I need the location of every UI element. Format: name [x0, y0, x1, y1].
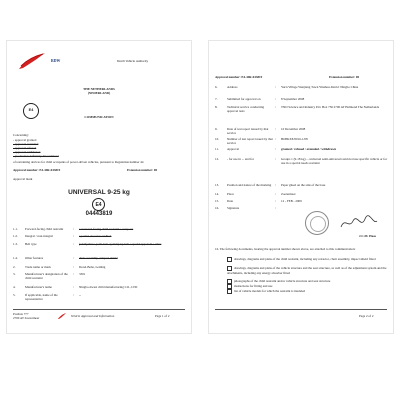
footer-department: Vehicle Approval and Information [71, 314, 115, 318]
page-number: Page 1 of 2 [155, 314, 170, 318]
annex-item: photographs of the child restraint and/or vehicle structure and seat structure [227, 279, 387, 284]
approval-number-label: Approval number: E4-44R-043819 [215, 75, 263, 79]
communication-heading: COMMUNICATION [84, 115, 114, 119]
country-line-2: (NEDERLAND) [87, 91, 111, 95]
footer-divider [215, 309, 387, 310]
concerning-footer: of restraining devices for child occupants of power-driven vehicles, pursuant to Regulation number 44 [13, 160, 144, 164]
checkbox-icon [227, 289, 232, 294]
annex-item: instructions for fitting and use [227, 284, 387, 289]
approval-number-label: Approval number: E4-44R-043819 [13, 168, 61, 172]
extension-number-label: Extension number: 00 [127, 168, 158, 172]
official-stamp [305, 211, 329, 235]
footer-address: Postbus 777 2700 AT Zoetermeer [13, 312, 40, 320]
concerning-item: - approval refused [13, 146, 37, 150]
approval-mark-label: Approval mark [13, 177, 33, 181]
document-page-2: Approval number: E4-44R-043819 Extension number: 00 6. Address : Yucn Village Wenjiang Town Yinzhou district Ningbo China 7. Submitted for approval on : 8 September 2008 8. Technical service conducting approval tests : TNO Science and Industry P.O. Box 756 2700 AT Helmond The Netherlands 9. Date of test report issued by that service : 10 December 2008 10. Number of test report issued by that service : BO8KXE/0016-1/08 11. Approval : granted / refused / extended / withdrawn 12. - for use in ... and for : Groups 1 (9-18 kg) ... universal semi-universal restricted use specific vehicle or for use in a special needs restraint 13. Position and nature of the marking : Paper glued on the side of the base 14. Place : Zoetermeer 15. Date : 12 - FEB - 2009 16. Signature : J.C.M. Haas 16. The following documents, bearing the approval number shown above, are attached to this communication: drawings, diagrams and plans of the child restraint, including any retractor, chair assembly, impact shield fitted drawings, diagrams and plans of the vehicle structure and the seat structure, as well as of the adjustment system and the attachments, including any energy absorber fitted photographs of the child restraint and/or vehicle structure and seat structure instructions for fitting and use list of vehicle models for which the restraint is intended Page 2 of 2 [208, 40, 394, 334]
approval-mark-class: UNIVERSAL 9-25 kg [68, 189, 130, 196]
header-authority: Dutch Vehicle Authority [117, 59, 149, 63]
signatory-name: J.C.M. Haas [359, 234, 376, 238]
annex-item: drawings, diagrams and plans of the child restraint, including any retractor, chair assembly, impact shield fitted [227, 257, 387, 262]
country-line-1: THE NETHERLANDS [83, 87, 115, 91]
concerning-item: - approval withdrawn [13, 150, 41, 154]
handwritten-signature [339, 215, 379, 231]
page-number: Page 2 of 2 [359, 314, 374, 318]
approval-mark-number: 04443819 [85, 211, 113, 217]
extension-number-label: Extension number: 00 [329, 75, 360, 79]
annex-item: drawings, diagrams and plans of the vehicle structure and the seat structure, as well as of the adjustment system and the attachments, including any energy absorber fitted [227, 266, 387, 275]
footer-divider [13, 309, 185, 310]
concerning-item: - approval extended [13, 142, 39, 146]
document-page-1: RDW Dutch Vehicle Authority THE NETHERLANDS (NEDERLAND) E4 COMMUNICATION Concerning: - approval granted - approval extended - approval refused - approval withdrawn - production definitely discontinued of restraining devices for child occupants of power-driven vehicles, pursuant to Regulation number 44 Approval number: E4-44R-043819 Extension number: 00 Approval mark UNIVERSAL 9-25 kg E4 04443819 1.1. Forward-facing child restraint : / rearward-facing child restraint / carry cot 1.2. Integral / non-integral : / partial / booster cushion 1.3. Belt type : (adult) three-point belt / (adult) lap belt / special type belt / other 1.4. Other features : chair assembly / impact shield 2. Trade name or mark : Dorel-Bebe, Leiding 3. Manufacturer's designation of the child restraint : 3301 4. Manufacturer's name : Ningbo-tiwest child manufacturing CO., LTD 5. If applicable, name of the representative : -- Postbus 777 2700 AT Zoetermeer Vehicle Approval and Information Page 1 of 2 [6, 40, 192, 334]
concerning-label: Concerning: [13, 133, 29, 137]
rdw-small-logo-icon [57, 312, 67, 320]
concerning-item: - production definitely discontinued [13, 154, 59, 158]
e4-circle-mark: E4 [23, 103, 39, 119]
rdw-swoosh-logo [17, 51, 47, 71]
checkbox-icon [227, 257, 232, 262]
concerning-item: - approval granted [13, 138, 37, 142]
annex-item: list of vehicle models for which the restraint is intended [227, 289, 387, 294]
annex-intro: 16. The following documents, bearing the approval number shown above, are attached to this communication: [215, 247, 356, 251]
approval-mark-circle: E4 [92, 198, 105, 211]
rdw-logo-text: RDW [51, 59, 61, 63]
